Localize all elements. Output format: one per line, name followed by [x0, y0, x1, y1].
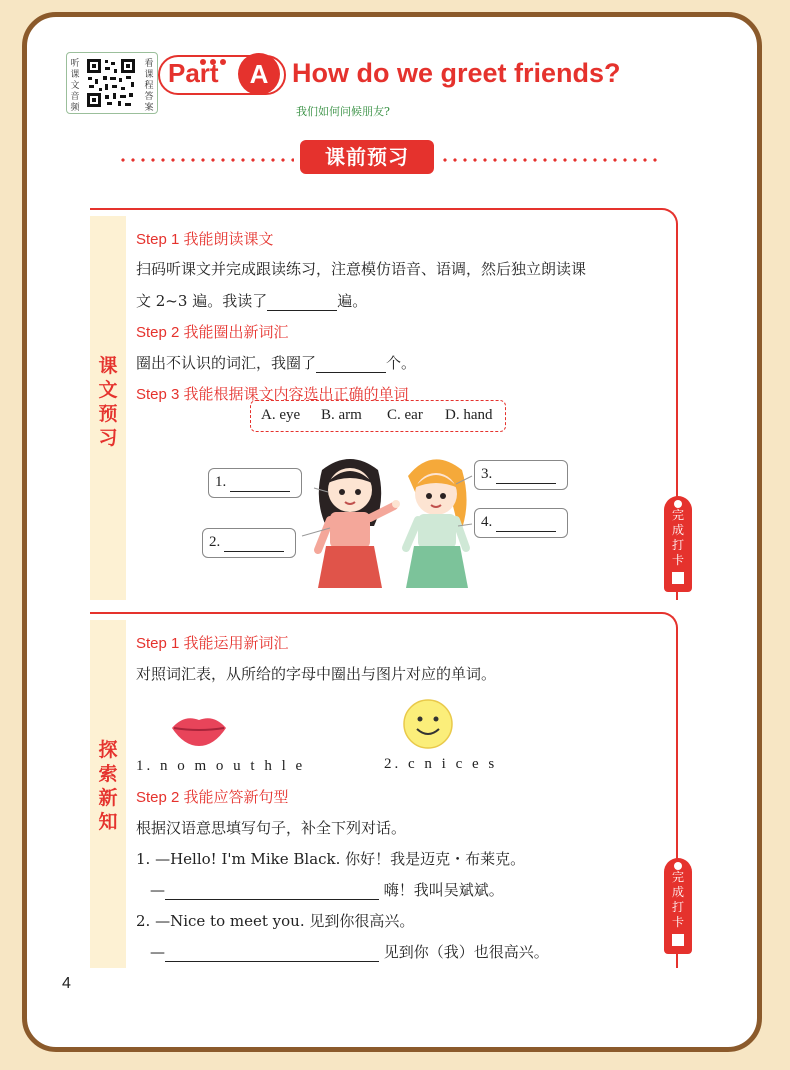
side-label-explore: 探 索 新 知 [98, 739, 118, 833]
part-letter: A [238, 53, 280, 95]
step2-instruction: 圈出不认识的词汇，我圈了 个。 [136, 354, 417, 372]
step1-instruction-line1: 扫码听课文并完成跟读练习，注意模仿语音、语调，然后独立朗读课 [136, 260, 587, 278]
page-number: 4 [62, 975, 71, 992]
option-a[interactable]: A. eye [261, 407, 301, 423]
label-box-3[interactable]: 3. [474, 460, 568, 490]
part-word: Part [168, 58, 219, 88]
side-bar-explore [90, 620, 126, 968]
checkbox-explore[interactable] [672, 934, 684, 946]
circled-count-blank[interactable] [316, 354, 386, 373]
lips-icon [170, 712, 228, 746]
dialogue-a2: — 见到你（我）也很高兴。 [150, 943, 549, 961]
step1-instruction-line2: 文 2~3 遍。我读了 遍。 [136, 292, 368, 310]
step3-title: Step 3 我能根据课文内容选出正确的单词 [136, 386, 409, 403]
page-title: How do we greet friends? [292, 58, 621, 88]
step1-title: Step 1 我能朗读课文 [136, 231, 274, 248]
step2-title: Step 2 我能圈出新词汇 [136, 324, 289, 341]
dialogue-q1: 1. —Hello! I'm Mike Black. 你好！我是迈克・布莱克。 [136, 850, 526, 868]
preview-banner: 课前预习 [300, 140, 434, 174]
qr-left-caption: 听课文音频 [70, 59, 80, 113]
option-b[interactable]: B. arm [321, 407, 362, 423]
dialogue-q2: 2. —Nice to meet you. 见到你很高兴。 [136, 912, 415, 930]
smiley-face-icon [402, 698, 454, 750]
checkbox-preview[interactable] [672, 572, 684, 584]
dialogue-a1: — 嗨！我叫吴斌斌。 [150, 881, 504, 899]
qr-code-icon [85, 57, 137, 109]
checkin-tag-preview[interactable]: 完 成 打 卡 [664, 496, 692, 592]
label-box-4[interactable]: 4. [474, 508, 568, 538]
label-box-1[interactable]: 1. [208, 468, 302, 498]
word-options-box [250, 400, 506, 432]
dotted-divider-right [440, 158, 662, 162]
explore-step2-instruction: 根据汉语意思填写句子，补全下列对话。 [136, 819, 407, 837]
page-subtitle: 我们如何问候朋友? [296, 105, 390, 118]
read-count-blank[interactable] [267, 292, 337, 311]
answer-blank-2[interactable] [165, 943, 379, 962]
answer-blank-1[interactable] [165, 881, 379, 900]
side-bar-preview [90, 216, 126, 600]
qr-code-block[interactable] [66, 52, 158, 114]
explore-step1-title: Step 1 我能运用新词汇 [136, 635, 289, 652]
explore-step2-title: Step 2 我能应答新句型 [136, 789, 289, 806]
letters-item-2[interactable]: 2. c n i c e s [384, 756, 498, 772]
label-box-2[interactable]: 2. [202, 528, 296, 558]
checkin-tag-explore[interactable]: 完 成 打 卡 [664, 858, 692, 954]
side-label-preview: 课 文 预 习 [98, 355, 118, 449]
option-c[interactable]: C. ear [387, 407, 423, 423]
option-d[interactable]: D. hand [445, 407, 493, 423]
qr-right-caption: 看课程答案 [144, 59, 154, 113]
dotted-divider-left [118, 158, 294, 162]
letters-item-1[interactable]: 1. n o m o u t h l e [136, 758, 306, 774]
explore-step1-instruction: 对照词汇表，从所给的字母中圈出与图片对应的单词。 [136, 665, 497, 683]
